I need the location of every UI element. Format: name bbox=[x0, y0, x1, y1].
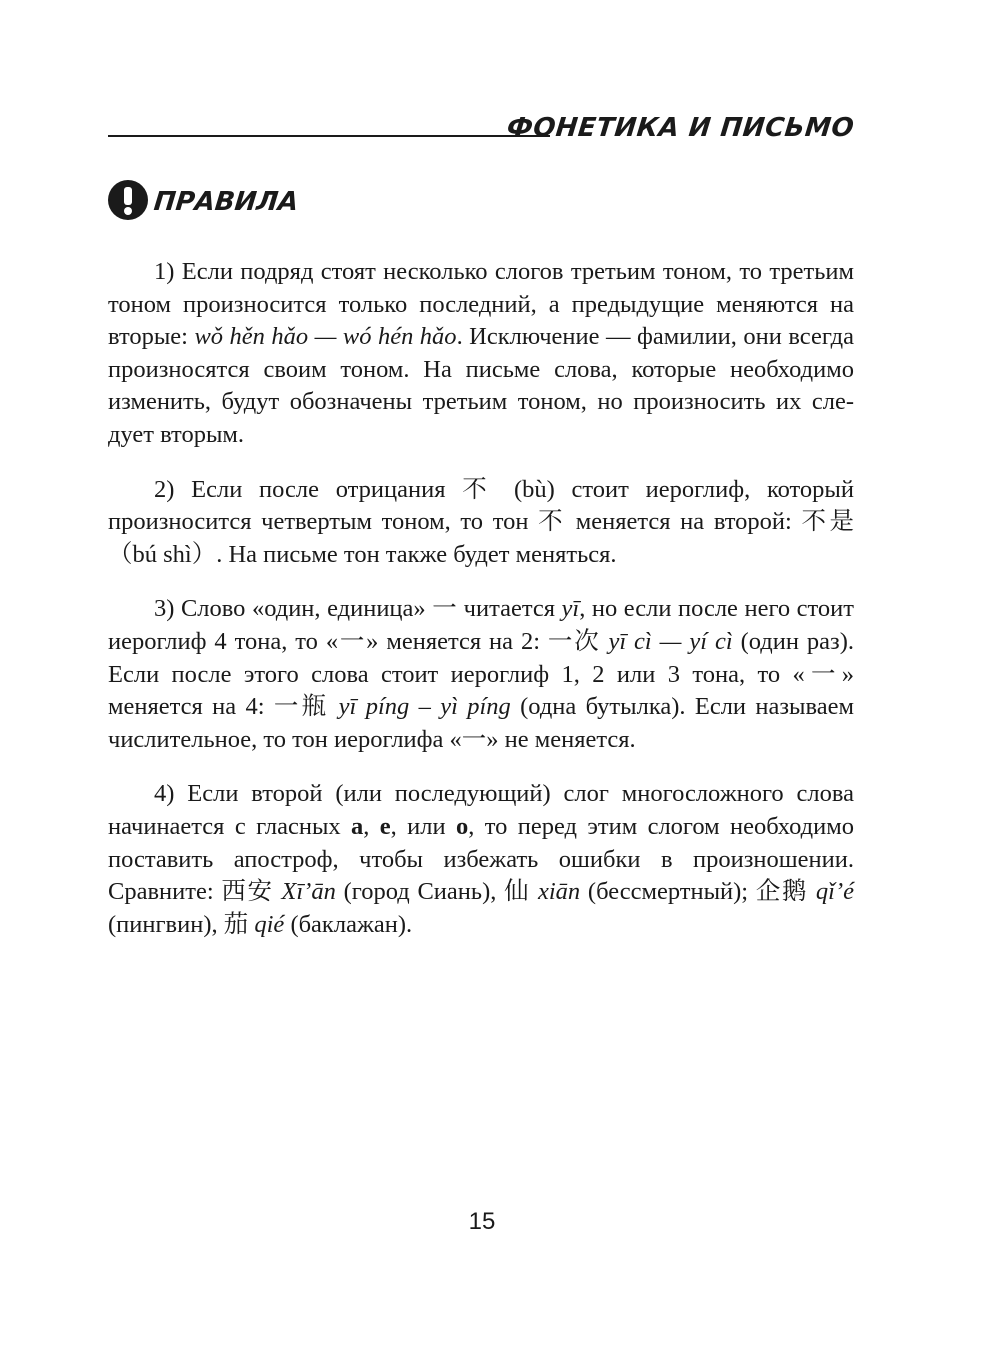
text-run: (бессмертный); 企鹅 bbox=[580, 878, 816, 906]
rules-heading bbox=[108, 180, 298, 220]
exclamation-glyph bbox=[108, 180, 148, 220]
text-run: , bbox=[363, 812, 380, 840]
text-run: . Исключение — фамилии, они всегда произносятся своим тоном. На письме слова, которые необходимо изменить, будут обозначены третьим тоном, но произносить их следует вторым. bbox=[108, 323, 854, 448]
text-run: (одна бутылка). Если называем числительное, то тон иероглифа «一» не меняется. bbox=[108, 693, 855, 753]
text-run: qǐ’é bbox=[815, 878, 854, 906]
text-run: yī bbox=[561, 595, 580, 623]
rule-paragraph-1 bbox=[108, 256, 854, 452]
text-run: 3) Слово «один, единица» 一 читается bbox=[154, 595, 562, 623]
header-rule bbox=[108, 135, 550, 137]
text-run: (баклажан). bbox=[284, 910, 413, 938]
text-run: o bbox=[456, 812, 469, 840]
text-run: xiān bbox=[537, 878, 581, 906]
text-run: (город Сиань), 仙 bbox=[335, 878, 538, 906]
text-run: a bbox=[351, 812, 364, 840]
rule-paragraph-3 bbox=[108, 593, 854, 756]
rules-title: ПРАВИЛА bbox=[152, 187, 300, 217]
text-run: (один раз). Если после этого слова стоит иероглиф 1, 2 или 3 тона, то «一» меняется на 4: 一瓶 bbox=[108, 627, 854, 721]
text-run: qié bbox=[254, 910, 285, 938]
text-run: Xī’ān bbox=[281, 878, 336, 906]
page-number: 15 bbox=[468, 1208, 496, 1235]
text-run: wǒ hěn hǎo — wó hén hǎo bbox=[194, 323, 457, 351]
text-run: , то перед этим слогом необходимо поставить апостроф, чтобы избежать ошибки в произношении. Сравните: 西安 bbox=[108, 812, 854, 906]
text-run: yī cì — yí cì bbox=[608, 627, 733, 655]
text-run: , но если после него стоит иероглиф 4 тона, то «一» меняется на 2: 一次 bbox=[108, 595, 854, 655]
text-run: 4) Если второй (или последующий) слог многосложного слова начинается с гласных bbox=[108, 780, 854, 840]
text-run: e bbox=[379, 812, 391, 840]
text-run: 1) Если подряд стоят несколько слогов третьим тоном, то третьим тоном произносится только последний, а предыдущие меняются на вторые: bbox=[108, 258, 854, 351]
rule-paragraph-2 bbox=[108, 474, 854, 572]
rule-paragraph-4 bbox=[108, 778, 854, 941]
text-run: yī píng – yì píng bbox=[338, 693, 511, 721]
rules-body bbox=[108, 256, 854, 963]
section-title: ФОНЕТИКА И ПИСЬМО bbox=[505, 113, 856, 143]
text-run: , или bbox=[390, 812, 456, 840]
text-run: (пингвин), 茄 bbox=[108, 910, 255, 938]
exclamation-icon bbox=[108, 180, 148, 220]
text-run: 2) Если после отрицания 不 (bù) стоит иероглиф, который произносится четвертым тоном, то тон 不 меняется на второй: 不是（bú shì）. На письме тон также будет меняться. bbox=[108, 475, 854, 568]
